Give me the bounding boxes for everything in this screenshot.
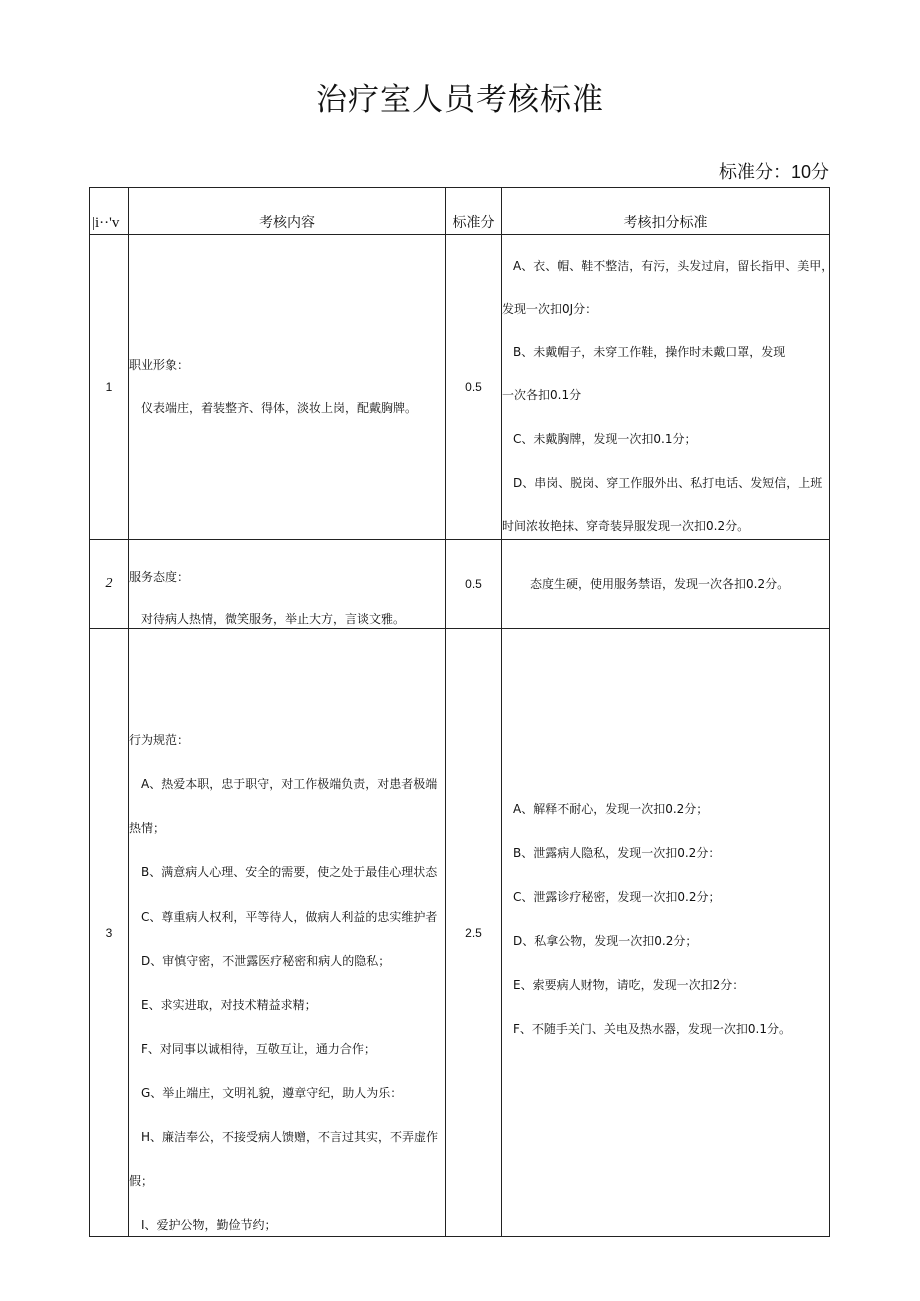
criteria-line: F、不随手关门、关电及热水器，发现一次扣0.1分。 [513, 1022, 791, 1036]
content-line: 行为规范： [129, 733, 190, 747]
row-score: 0.5 [446, 540, 502, 628]
row-content [129, 540, 446, 628]
standard-score [719, 158, 829, 184]
criteria-line: A、解释不耐心，发现一次扣0.2分； [513, 802, 709, 816]
header-number: |i··'v [90, 188, 129, 234]
content-line: 热情； [129, 821, 166, 835]
standard-score-unit: 分 [811, 162, 829, 183]
criteria-line: 时间浓妆艳抹、穿奇装异服发现一次扣0.2分。 [502, 519, 750, 533]
table-row [89, 235, 834, 540]
content-line: 假； [129, 1174, 154, 1188]
content-line: 服务态度： [129, 570, 190, 584]
criteria-line: C、未戴胸牌，发现一次扣0.1分； [513, 432, 697, 446]
assessment-table [89, 187, 834, 1237]
criteria-line: B、泄露病人隐私，发现一次扣0.2分： [513, 846, 721, 860]
content-line: F、对同事以诚相待，互敬互让，通力合作； [141, 1042, 376, 1056]
row-score: 2.5 [446, 629, 502, 1236]
header-content: 考核内容 [129, 188, 446, 234]
page-title: 治疗室人员考核标准 [316, 82, 604, 118]
content-line: E、求实进取，对技术精益求精； [141, 998, 317, 1012]
content-line: 仪表端庄，着装整齐、得体，淡妆上岗，配戴胸牌。 [141, 401, 418, 415]
row-content [129, 629, 446, 1236]
content-line: 对待病人热情，微笑服务，举止大方，言谈文雅。 [141, 612, 406, 626]
criteria-line: 一次各扣0.1分 [502, 388, 582, 402]
criteria-line: D、私拿公物，发现一次扣0.2分； [513, 934, 698, 948]
row-number: 3 [90, 629, 129, 1236]
table-row [89, 629, 830, 1237]
content-line: C、尊重病人权利，平等待人，做病人利益的忠实维护者 [141, 910, 438, 924]
criteria-line: 态度生硬，使用服务禁语，发现一次各扣0.2分。 [530, 577, 790, 591]
criteria-line: A、衣、帽、鞋不整洁，有污，头发过肩，留长指甲、美甲， [513, 259, 834, 273]
content-line: B、满意病人心理、安全的需要，使之处于最佳心理状态 [141, 865, 438, 879]
criteria-line: 发现一次扣0J分： [502, 302, 598, 316]
content-line: 职业形象： [129, 358, 190, 372]
criteria-line: C、泄露诊疗秘密，发现一次扣0.2分； [513, 890, 721, 904]
content-line: G、举止端庄，文明礼貌，遵章守纪，助人为乐： [141, 1086, 403, 1100]
standard-score-value: 10 [790, 162, 811, 182]
row-number: 1 [90, 235, 129, 539]
criteria-line: B、未戴帽子，未穿工作鞋，操作时未戴口罩，发现 [513, 345, 786, 359]
content-line: H、廉洁奉公，不接受病人馈赠，不言过其实，不弄虚作 [141, 1130, 439, 1144]
standard-score-label: 标准分： [718, 162, 791, 183]
row-criteria [502, 235, 834, 539]
criteria-line: D、串岗、脱岗、穿工作服外出、私打电话、发短信，上班 [513, 476, 823, 490]
criteria-line: E、索要病人财物，请吃，发现一次扣2分： [513, 978, 745, 992]
row-criteria [502, 540, 829, 628]
row-number: 2 [90, 540, 129, 628]
content-line: D、审慎守密，不泄露医疗秘密和病人的隐私； [141, 954, 391, 968]
content-line: I、爱护公物，勤俭节约； [141, 1218, 277, 1232]
header-standard-score: 标准分 [446, 188, 502, 234]
table-row [89, 540, 830, 629]
row-criteria [502, 629, 829, 1236]
table-header-row [89, 187, 830, 235]
content-line: A、热爱本职，忠于职守，对工作极端负责，对患者极端 [141, 777, 438, 791]
row-content [129, 235, 446, 539]
header-deduction-criteria: 考核扣分标准 [623, 215, 708, 231]
row-score: 0.5 [446, 235, 502, 539]
